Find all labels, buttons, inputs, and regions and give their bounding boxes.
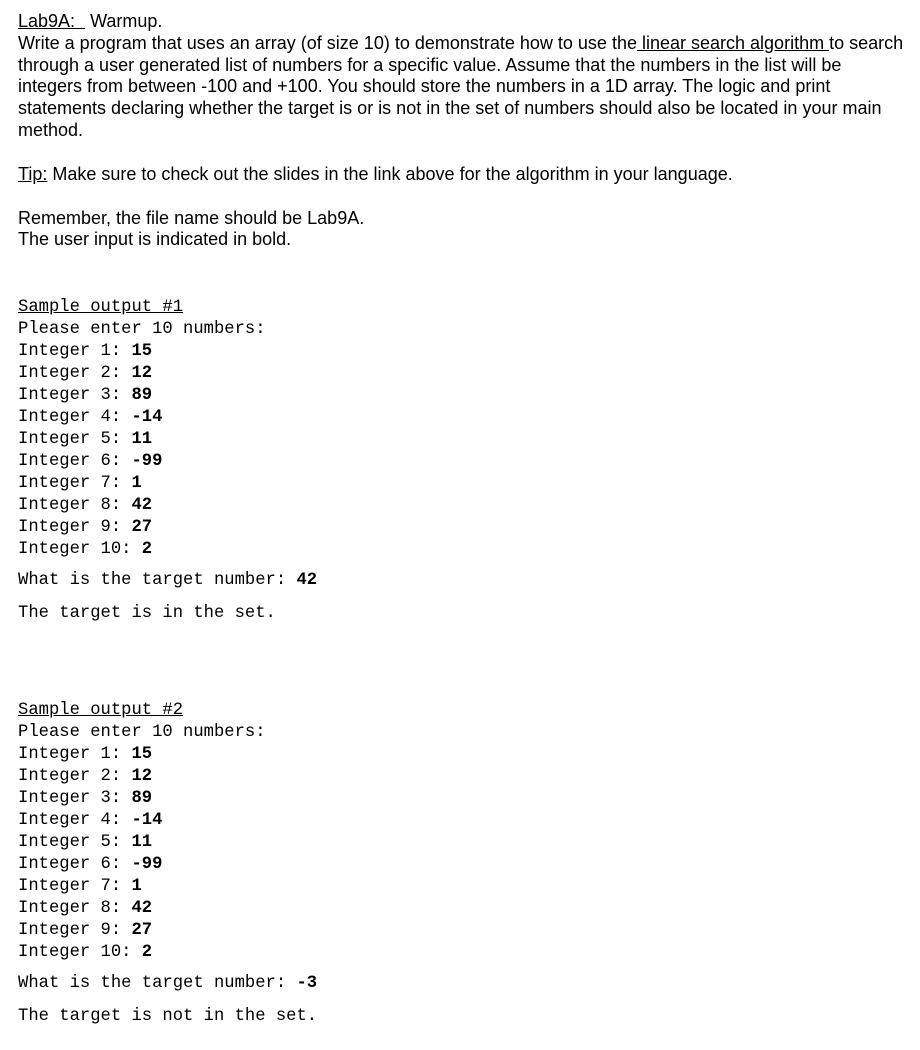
result-line: The target is in the set. — [18, 604, 276, 623]
user-input: 11 — [131, 430, 153, 449]
integer-label: Integer 3: — [18, 386, 132, 405]
integer-label: Integer 8: — [18, 899, 132, 918]
spacer — [18, 142, 908, 164]
user-input: 15 — [131, 342, 153, 361]
integer-label: Integer 8: — [18, 496, 132, 515]
target-line — [18, 973, 317, 995]
integer-label: Integer 1: — [18, 342, 132, 361]
user-input: 1 — [131, 877, 142, 896]
integer-line — [18, 539, 317, 561]
tip-text: Make sure to check out the slides in the link above for the algorithm in your language. — [47, 163, 733, 184]
target-line — [18, 570, 317, 592]
bold-input-note: The user input is indicated in bold. — [18, 229, 292, 250]
target-prompt: What is the target number: — [18, 974, 297, 993]
user-input: 2 — [141, 943, 153, 962]
lab-title — [18, 11, 908, 33]
linear-search-link[interactable]: linear search algorithm — [636, 32, 830, 53]
remember-line: Remember, the file name should be Lab9A. — [18, 207, 365, 228]
result-line: The target is not in the set. — [18, 1007, 318, 1026]
integer-label: Integer 7: — [18, 474, 132, 493]
integer-line — [18, 854, 317, 876]
sample-heading: Sample output #2 — [18, 701, 184, 720]
integer-label: Integer 2: — [18, 364, 132, 383]
lab-title-rest: Warmup. — [85, 11, 163, 31]
intro-text-1: Write a program that uses an array (of size 10) to demonstrate how to use the — [18, 32, 637, 53]
user-input: 15 — [131, 745, 153, 764]
integer-label: Integer 6: — [18, 452, 132, 471]
integer-label: Integer 9: — [18, 921, 132, 940]
integer-line — [18, 788, 317, 810]
integer-line — [18, 898, 317, 920]
integer-label: Integer 10: — [18, 943, 142, 962]
integer-line — [18, 451, 317, 473]
target-input: 42 — [296, 571, 318, 590]
sample-output-1 — [18, 297, 317, 625]
integer-line — [18, 495, 317, 517]
target-prompt: What is the target number: — [18, 571, 297, 590]
integer-line — [18, 744, 317, 766]
integer-label: Integer 9: — [18, 518, 132, 537]
integer-label: Integer 6: — [18, 855, 132, 874]
integer-line — [18, 517, 317, 539]
integer-line — [18, 363, 317, 385]
user-input: 1 — [131, 474, 142, 493]
integer-line — [18, 766, 317, 788]
integer-label: Integer 5: — [18, 430, 132, 449]
target-input: -3 — [296, 974, 318, 993]
integer-line — [18, 407, 317, 429]
lab-title-gap — [75, 11, 85, 31]
user-input: 12 — [131, 767, 153, 786]
tip-paragraph — [18, 164, 908, 186]
integer-label: Integer 5: — [18, 833, 132, 852]
user-input: 12 — [131, 364, 153, 383]
integer-label: Integer 7: — [18, 877, 132, 896]
intro-text-2: to search through a user generated list of numbers for a specific value. Assume that the numbers in the list will be integers from between -100 and +100. You should store the numbers in a 1D array. The logic and print statements declaring whether the target is or is not in the set of numbers should also be located in your main method. — [18, 32, 904, 140]
sample-prompt: Please enter 10 numbers: — [18, 320, 266, 339]
integer-line — [18, 832, 317, 854]
integer-label: Integer 3: — [18, 789, 132, 808]
tip-label: Tip: — [18, 163, 48, 184]
spacer — [18, 186, 908, 208]
user-input: 27 — [131, 921, 153, 940]
integer-line — [18, 341, 317, 363]
integer-line — [18, 810, 317, 832]
user-input: 89 — [131, 789, 153, 808]
integer-line — [18, 385, 317, 407]
integer-label: Integer 4: — [18, 811, 132, 830]
sample-heading: Sample output #1 — [18, 298, 184, 317]
user-input: -14 — [131, 811, 163, 830]
intro-paragraph — [18, 33, 908, 142]
user-input: -14 — [131, 408, 163, 427]
user-input: -99 — [131, 452, 163, 471]
user-input: -99 — [131, 855, 163, 874]
integer-line — [18, 920, 317, 942]
user-input: 2 — [141, 540, 153, 559]
sample-prompt: Please enter 10 numbers: — [18, 723, 266, 742]
integer-line — [18, 942, 317, 964]
integer-label: Integer 4: — [18, 408, 132, 427]
integer-line — [18, 429, 317, 451]
user-input: 42 — [131, 496, 153, 515]
assignment-text — [18, 11, 908, 251]
sample-output-2 — [18, 700, 317, 1028]
integer-line — [18, 473, 317, 495]
integer-label: Integer 1: — [18, 745, 132, 764]
user-input: 27 — [131, 518, 153, 537]
lab-label: Lab9A: — [18, 11, 76, 31]
integer-label: Integer 10: — [18, 540, 142, 559]
integer-label: Integer 2: — [18, 767, 132, 786]
user-input: 89 — [131, 386, 153, 405]
integer-line — [18, 876, 317, 898]
user-input: 42 — [131, 899, 153, 918]
user-input: 11 — [131, 833, 153, 852]
